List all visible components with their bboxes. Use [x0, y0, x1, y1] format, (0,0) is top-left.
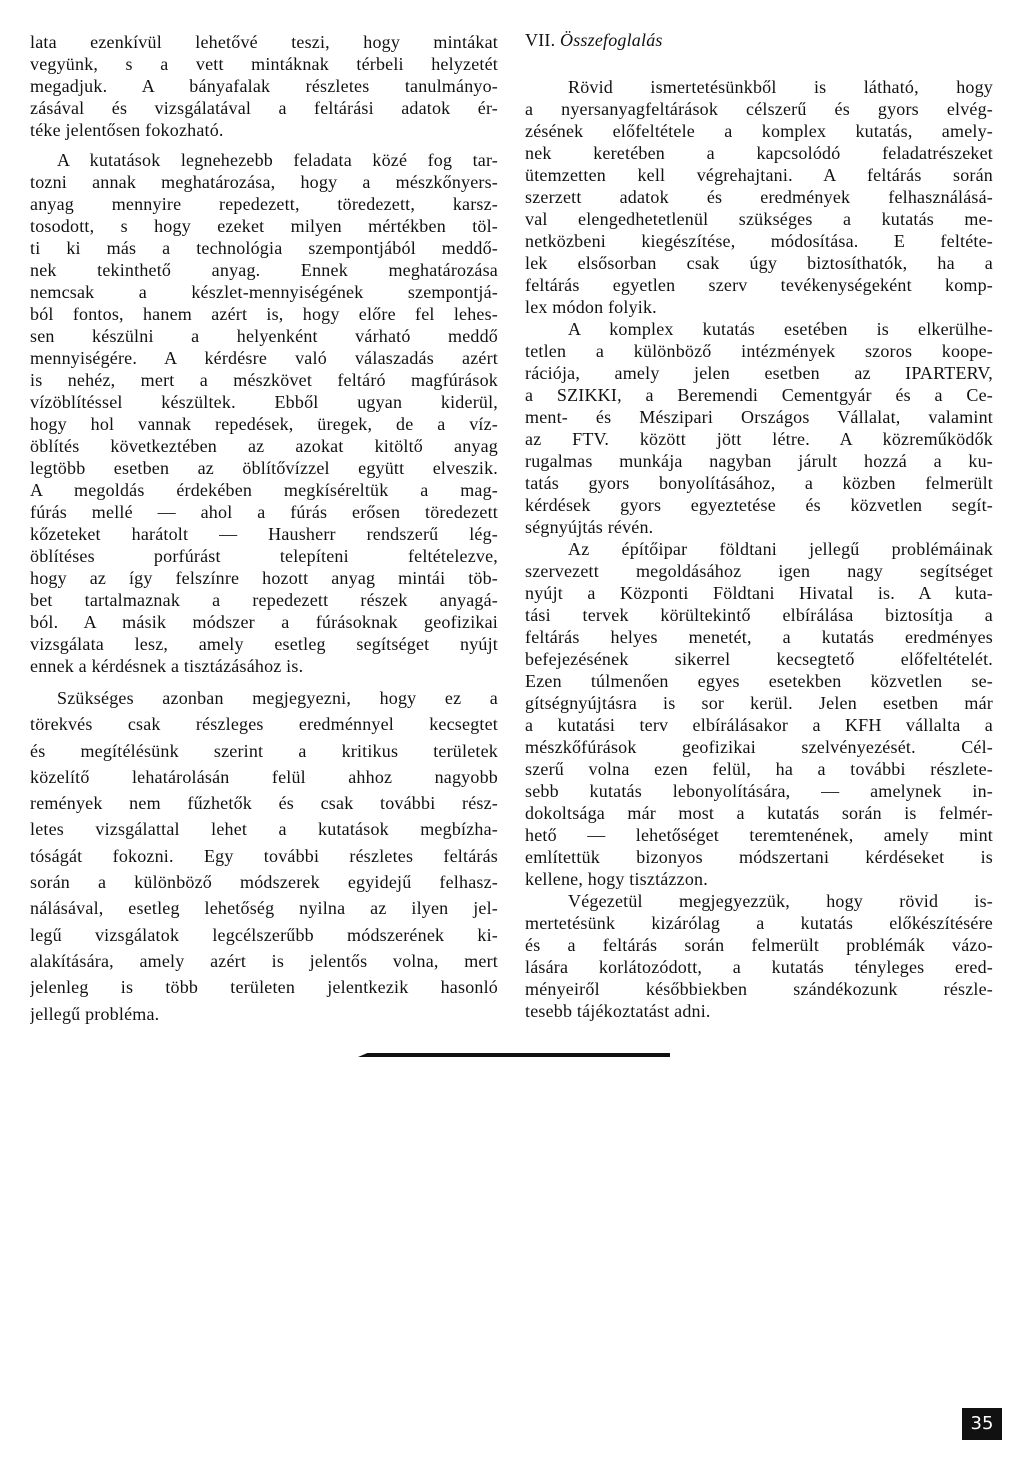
paragraph: [525, 890, 993, 1022]
text-line: tatás gyors bonyolításához, a közben felmerült: [525, 473, 993, 493]
text-line: legű vizsgálatok legcélszerűbb módszerének ki-: [30, 924, 498, 945]
text-line: tóságát fokozni. Egy további részletes feltárás: [30, 845, 498, 866]
text-line: rugalmas munkája nagyban járult hozzá a ku-: [525, 451, 993, 471]
text-line: alakítására, amely azért is jelentős volna, mert: [30, 950, 498, 971]
text-line: befejezésének sikerrel kecsegtető előfeltételét.: [525, 649, 993, 669]
paragraph: [30, 685, 498, 1027]
text-line: ennek a kérdésnek a tisztázásához is.: [30, 656, 304, 676]
text-line: rációja, amely jelen esetben az IPARTERV,: [525, 363, 993, 383]
text-line: gítségnyújtásra is sor kerül. Jelen esetben már: [525, 693, 993, 713]
text-line: feltárás egyetlen szerv tevékenységeként komp-: [525, 275, 993, 295]
text-line: val elengedhetetlenül szükséges a kutatás me-: [525, 209, 993, 229]
text-line: mészkőfúrások geofizikai szelvényezését. Cél-: [525, 737, 993, 757]
text-line: A megoldás érdekében megkíséreltük a mag-: [30, 480, 498, 500]
text-line: tesebb tájékoztatást adni.: [525, 1001, 711, 1021]
text-line: öblítés következtében az azokat kitöltő anyag: [30, 436, 498, 456]
text-line: említettük bizonyos módszertani kérdéseket is: [525, 847, 993, 867]
text-line: ból. A másik módszer a fúrásoknak geofizikai: [30, 612, 498, 632]
text-line: nálásával, esetleg lehetőség nyilna az ilyen jel-: [30, 898, 498, 919]
text-line: szerű volna ezen felül, ha a további részlete-: [525, 759, 993, 779]
text-line: ti ki más a technológia szempontjából meddő-: [30, 238, 498, 258]
text-line: letes vizsgálattal lehet a kutatások megbízha-: [30, 819, 498, 840]
paragraph: [525, 76, 993, 318]
text-line: jellegű probléma.: [30, 1003, 160, 1024]
text-line: hogy hol vannak repedések, üregek, de a víz-: [30, 414, 498, 434]
text-line: tozni annak meghatározása, hogy a mészkőnyers-: [30, 172, 498, 192]
text-line: fúrás mellé — ahol a fúrás erősen töredezett: [30, 502, 498, 522]
text-line: hető — lehetőséget teremtenének, amely mint: [525, 825, 993, 845]
text-line: nek keretében a kapcsolódó feladatrészeket: [525, 143, 993, 163]
text-line: ményeiről későbbiekben szándékozunk részle-: [525, 979, 993, 999]
text-line: feltárás helyes menetét, a kutatás eredményes: [525, 627, 993, 647]
text-line: jelenleg is több területen jelentkezik hasonló: [30, 977, 498, 998]
text-line: kérdések gyors egyeztetése és közvetlen segít-: [525, 495, 993, 515]
text-line: vizsgálata lesz, amely esetleg segítséget nyújt: [30, 634, 498, 654]
text-line: szerzett adatok és eredmények felhasználásá-: [525, 187, 993, 207]
section-heading: [525, 29, 993, 51]
text-line: nek tekinthető anyag. Ennek meghatározása: [30, 260, 498, 280]
text-line: Ezen túlmenően egyes esetekben közvetlen se-: [525, 671, 993, 691]
paragraph: [525, 538, 993, 890]
text-line: ütemzetten kell végrehajtani. A feltárás során: [525, 165, 993, 185]
text-line: Rövid ismertetésünkből is látható, hogy: [568, 77, 993, 97]
text-line: Szükséges azonban megjegyezni, hogy ez a: [57, 688, 498, 708]
text-line: lására korlátozódott, a kutatás tényleges ered-: [525, 957, 993, 977]
end-of-article-rule: [358, 1053, 670, 1057]
text-line: nemcsak a készlet-mennyiségének szempontjá-: [30, 282, 498, 302]
text-line: ból fontos, hanem azért is, hogy előre fel lehes-: [30, 304, 498, 324]
text-line: A komplex kutatás esetében is elkerülhe-: [568, 319, 993, 339]
text-line: szervezett megoldásához igen nagy segítséget: [525, 561, 993, 581]
text-line: megadjuk. A bányafalak részletes tanulmányo-: [30, 76, 498, 96]
text-line: sen készülni a helyenként várható meddő: [30, 326, 498, 346]
text-line: is nehéz, mert a mészkövet feltáró magfúrások: [30, 370, 498, 390]
text-line: a nyersanyagfeltárások célszerű és gyors elvég-: [525, 99, 993, 119]
text-line: lex módon folyik.: [525, 297, 657, 317]
text-line: Végezetül megjegyezzük, hogy rövid is-: [568, 891, 993, 911]
text-line: mennyiségére. A kérdésre való válaszadás azért: [30, 348, 498, 368]
paragraph: [525, 318, 993, 538]
text-line: kőzeteket harátolt — Hausherr rendszerű lég-: [30, 524, 498, 544]
text-line: dokoltsága már most a kutatás során is felmér-: [525, 803, 993, 823]
paragraph: [30, 31, 498, 141]
text-line: és megítélésünk szerint a kritikus területek: [30, 740, 498, 761]
text-line: legtöbb esetben az öblítővízzel együtt elveszik.: [30, 458, 498, 478]
text-line: nyújt a Központi Földtani Hivatal is. A kuta-: [525, 583, 993, 603]
text-line: törekvés csak részleges eredménnyel kecsegtet: [30, 714, 498, 735]
text-line: és a feltárás során felmerült problémák vázo-: [525, 935, 993, 955]
text-line: mertetésünk kizárólag a kutatás előkészítésére: [525, 913, 993, 933]
text-line: öblítéses porfúrást telepíteni feltételezve,: [30, 546, 498, 566]
text-line: közelítő lehatárolásán felül ahhoz nagyobb: [30, 766, 498, 787]
text-line: bet tartalmaznak a repedezett részek anyagá-: [30, 590, 498, 610]
text-line: során a különböző módszerek egyidejű felhasz-: [30, 872, 498, 893]
text-line: ment- és Mészipari Országos Vállalat, valamint: [525, 407, 993, 427]
text-line: tetlen a különböző intézmények szoros koope-: [525, 341, 993, 361]
text-line: lek elsősorban csak úgy biztosíthatók, ha a: [525, 253, 993, 273]
section-number: VII.: [525, 30, 556, 50]
text-line: A kutatások legnehezebb feladata közé fog tar-: [57, 150, 498, 170]
right-text-column: [525, 29, 993, 1022]
text-line: anyag mennyire repedezett, töredezett, karsz-: [30, 194, 498, 214]
text-line: netközbeni kiegészítése, módosítása. E feltéte-: [525, 231, 993, 251]
text-line: sebb kutatás lebonyolítására, — amelynek in-: [525, 781, 993, 801]
text-line: kellene, hogy tisztázzon.: [525, 869, 708, 889]
text-line: a SZIKKI, a Beremendi Cementgyár és a Ce-: [525, 385, 993, 405]
text-line: lata ezenkívül lehetővé teszi, hogy mintákat: [30, 32, 498, 52]
text-line: vízöblítéssel készültek. Ebből ugyan kiderül,: [30, 392, 498, 412]
left-text-column: [30, 31, 498, 1027]
text-line: Az építőipar földtani jellegű problémáinak: [568, 539, 993, 559]
section-title: Összefoglalás: [560, 30, 663, 50]
text-line: a kutatási terv elbírálásakor a KFH vállalta a: [525, 715, 993, 735]
paragraph: [30, 149, 498, 677]
text-line: zásával és vizsgálatával a feltárási adatok ér-: [30, 98, 498, 118]
text-line: tosodott, s hogy ezeket milyen mértékben töl-: [30, 216, 498, 236]
text-line: hogy az így felszínre hozott anyag mintái töb-: [30, 568, 498, 588]
text-line: vegyünk, s a vett mintáknak térbeli helyzetét: [30, 54, 498, 74]
text-line: téke jelentősen fokozható.: [30, 120, 224, 140]
text-line: ségnyújtás révén.: [525, 517, 654, 537]
text-line: tási tervek körültekintő elbírálása biztosítja a: [525, 605, 993, 625]
text-line: zésének előfeltétele a komplex kutatás, amely-: [525, 121, 993, 141]
text-line: az FTV. között jött létre. A közreműködők: [525, 429, 993, 449]
page-number: 35: [962, 1408, 1002, 1440]
text-line: remények nem fűzhetők és csak további rész-: [30, 793, 498, 814]
